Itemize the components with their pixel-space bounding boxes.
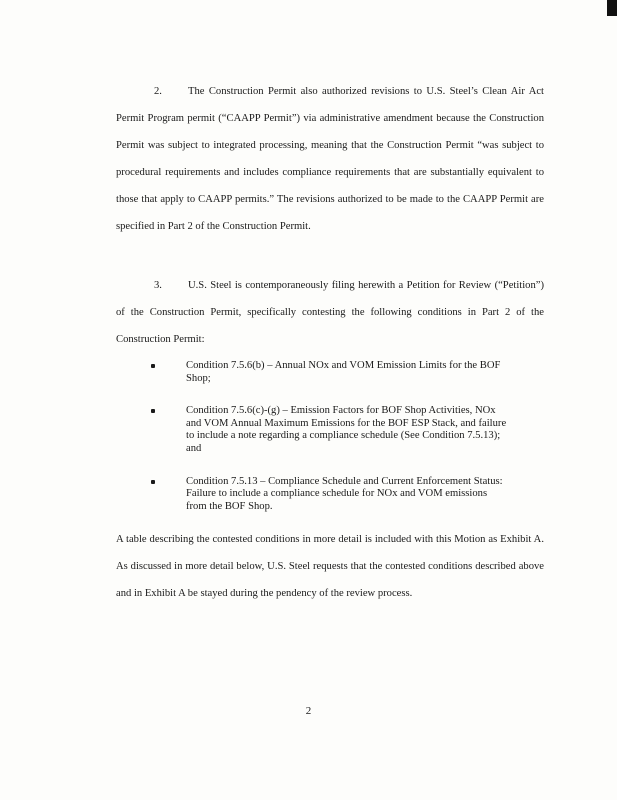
paragraph-text: U.S. Steel is contemporaneously filing herewith a Petition for Review (“Petition”) of the Construction Permit, specifically contesting the following conditions in Part 2 of the Construction Permit: [116,280,544,346]
paragraph-number: 3. [154,280,162,291]
paragraph-text: The Construction Permit also authorized revisions to U.S. Steel’s Clean Air Act Permit Program permit (“CAAPP Permit”) via administrative amendment because the Construction Permit was subject to integrated processing, meaning that the Construction Permit “was subject to procedural requirements and includes compliance requirements that are substantially equivalent to those that apply to CAAPP permits.” The revisions authorized to be made to the CAAPP Permit are specified in Part 2 of the Construction Permit. [116,86,544,233]
bullet-icon [151,480,155,484]
paragraph-2 [116,78,544,241]
paragraph-3 [116,272,544,353]
list-item-text: Condition 7.5.13 – Compliance Schedule and Current Enforcement Status: Failure to include a compliance schedule for NOx and VOM emissions from the BOF Shop. [186,475,503,512]
bullet-icon [151,409,155,413]
list-item [148,360,508,385]
list-item [148,405,508,455]
scan-corner-mark [607,0,617,16]
list-item-text: Condition 7.5.6(b) – Annual NOx and VOM Emission Limits for the BOF Shop; [186,360,501,384]
contested-conditions-list [148,360,508,513]
page-number: 2 [305,705,312,717]
bullet-icon [151,364,155,368]
paragraph-number: 2. [154,86,162,97]
list-item [148,476,508,514]
list-item-text: Condition 7.5.6(c)-(g) – Emission Factors for BOF Shop Activities, NOx and VOM Annual Maximum Emissions for the BOF ESP Stack, and failure to include a note regarding a compliance schedule (See Condition 7.5.13); and [186,405,507,454]
closing-paragraph: A table describing the contested conditions in more detail is included with this Motion as Exhibit A. As discussed in more detail below, U.S. Steel requests that the contested conditions described above and in Exhibit A be stayed during the pendency of the review process. [116,534,544,600]
